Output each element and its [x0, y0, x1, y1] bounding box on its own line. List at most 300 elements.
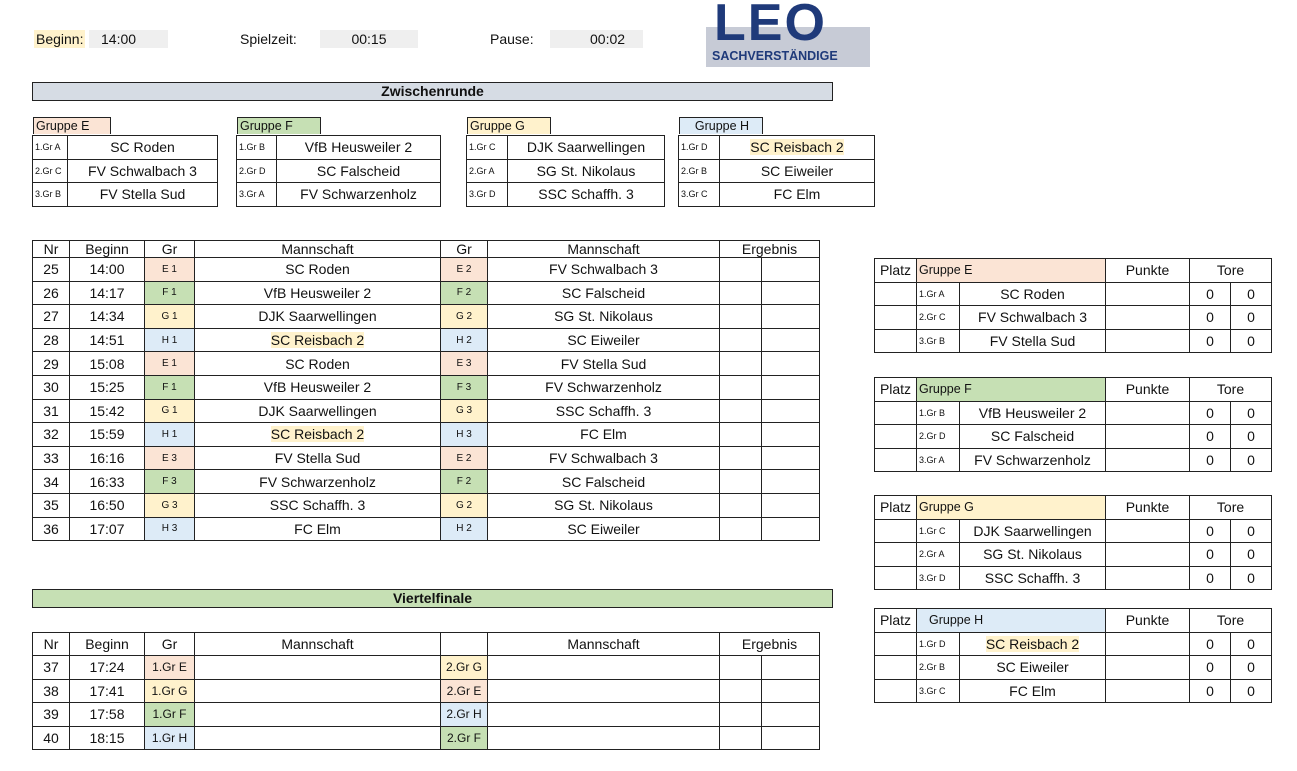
score-away[interactable]	[762, 258, 820, 282]
team-away: SC Eiweiler	[488, 517, 720, 541]
standings-table-e	[874, 258, 1272, 353]
standings-row	[875, 543, 1272, 567]
team-name: DJK Saarwellingen	[508, 136, 665, 160]
standings-row	[875, 656, 1272, 680]
team-home: FC Elm	[195, 517, 441, 541]
standings-group-label	[917, 378, 1106, 402]
platz-cell[interactable]	[875, 329, 917, 353]
logo-mark: LEO	[714, 0, 827, 52]
team-name: FV Stella Sud	[68, 183, 218, 207]
team-away: SG St. Nikolaus	[488, 493, 720, 517]
seed-label: 3.Gr C	[917, 679, 960, 703]
seed-label: 3.Gr A	[917, 448, 960, 472]
goals-against: 0	[1231, 543, 1272, 567]
group-slot: H 1	[145, 328, 195, 352]
team-name	[720, 136, 875, 160]
col-platz: Platz	[875, 259, 917, 283]
group-slot: G 3	[441, 399, 488, 423]
platz-cell[interactable]	[875, 306, 917, 330]
goals-for: 0	[1190, 632, 1231, 656]
beginn-label: Beginn:	[36, 31, 84, 47]
standings-row	[875, 306, 1272, 330]
table-row	[33, 470, 820, 494]
match-schedule-table	[32, 240, 820, 541]
match-time: 17:58	[70, 703, 145, 727]
group-slot: F 3	[441, 375, 488, 399]
col-mannschaft: Mannschaft	[488, 633, 720, 656]
punkte-cell[interactable]	[1106, 329, 1190, 353]
team-home	[195, 328, 441, 352]
group-slot: E 1	[145, 352, 195, 376]
col-ergebnis: Ergebnis	[720, 633, 820, 656]
goals-against: 0	[1231, 566, 1272, 590]
score-home[interactable]	[720, 305, 762, 329]
standings-row	[875, 329, 1272, 353]
team-home[interactable]	[195, 726, 441, 750]
pause-label: Pause:	[490, 31, 534, 47]
table-row	[33, 352, 820, 376]
match-time: 14:51	[70, 328, 145, 352]
punkte-cell[interactable]	[1106, 306, 1190, 330]
punkte-cell[interactable]	[1106, 543, 1190, 567]
group-e-label: Gruppe E	[33, 117, 111, 134]
col-platz: Platz	[875, 496, 917, 520]
platz-cell[interactable]	[875, 425, 917, 449]
standings-row	[875, 425, 1272, 449]
team-home-highlight: SC Reisbach 2	[270, 332, 365, 349]
score-home[interactable]	[720, 656, 762, 680]
col-beginn: Beginn	[70, 633, 145, 656]
group-slot: H 2	[441, 328, 488, 352]
score-away[interactable]	[762, 352, 820, 376]
punkte-cell[interactable]	[1106, 566, 1190, 590]
group-slot: H 3	[441, 423, 488, 447]
group-slot: 2.Gr H	[441, 703, 488, 727]
team-name: DJK Saarwellingen	[960, 519, 1106, 543]
score-home[interactable]	[720, 375, 762, 399]
team-away: FV Schwalbach 3	[488, 258, 720, 282]
goals-for: 0	[1190, 543, 1231, 567]
team-name: SC Falscheid	[960, 425, 1106, 449]
goals-against: 0	[1231, 329, 1272, 353]
goals-for: 0	[1190, 519, 1231, 543]
spielzeit-value[interactable]: 00:15	[320, 30, 418, 48]
score-away[interactable]	[762, 446, 820, 470]
viertelfinale-band: Viertelfinale	[32, 589, 833, 608]
match-time: 14:17	[70, 281, 145, 305]
seed-label: 3.Gr B	[33, 183, 68, 207]
seed-label: 2.Gr B	[917, 656, 960, 680]
group-f-label: Gruppe F	[237, 117, 321, 134]
team-name: FC Elm	[720, 183, 875, 207]
match-nr: 25	[33, 258, 70, 282]
platz-cell[interactable]	[875, 656, 917, 680]
goals-for: 0	[1190, 306, 1231, 330]
score-away[interactable]	[762, 703, 820, 727]
punkte-cell[interactable]	[1106, 401, 1190, 425]
col-platz: Platz	[875, 378, 917, 402]
spielzeit-label: Spielzeit:	[240, 31, 297, 47]
match-nr: 33	[33, 446, 70, 470]
match-time: 16:50	[70, 493, 145, 517]
score-away[interactable]	[762, 679, 820, 703]
col-gr: Gr	[145, 633, 195, 656]
table-row	[33, 399, 820, 423]
score-away[interactable]	[762, 493, 820, 517]
score-away[interactable]	[762, 281, 820, 305]
match-nr: 37	[33, 656, 70, 680]
team-name: SSC Schaffh. 3	[508, 183, 665, 207]
table-row	[33, 375, 820, 399]
group-slot: E 2	[441, 446, 488, 470]
team-name: FV Schwarzenholz	[277, 183, 441, 207]
group-slot: 1.Gr G	[145, 679, 195, 703]
table-row	[33, 517, 820, 541]
team-home: FV Schwarzenholz	[195, 470, 441, 494]
group-slot: 1.Gr F	[145, 703, 195, 727]
standings-group-label	[917, 259, 1106, 283]
standings-row	[875, 401, 1272, 425]
match-time: 14:34	[70, 305, 145, 329]
platz-cell[interactable]	[875, 679, 917, 703]
score-away[interactable]	[762, 399, 820, 423]
group-slot: H 2	[441, 517, 488, 541]
seed-label: 2.Gr C	[917, 306, 960, 330]
col-punkte: Punkte	[1106, 496, 1190, 520]
match-time: 14:00	[70, 258, 145, 282]
team-away: SG St. Nikolaus	[488, 305, 720, 329]
team-name: FV Stella Sud	[960, 329, 1106, 353]
platz-cell[interactable]	[875, 448, 917, 472]
goals-for: 0	[1190, 656, 1231, 680]
group-name: Gruppe E	[919, 263, 973, 278]
group-g-label: Gruppe G	[467, 117, 551, 134]
team-away: FV Schwalbach 3	[488, 446, 720, 470]
punkte-cell[interactable]	[1106, 448, 1190, 472]
standings-row	[875, 566, 1272, 590]
score-home[interactable]	[720, 446, 762, 470]
col-punkte: Punkte	[1106, 609, 1190, 633]
seed-label: 2.Gr C	[33, 159, 68, 183]
team-home: DJK Saarwellingen	[195, 305, 441, 329]
seed-label: 2.Gr B	[679, 159, 720, 183]
goals-against: 0	[1231, 282, 1272, 306]
score-home[interactable]	[720, 258, 762, 282]
seed-label: 2.Gr D	[237, 159, 277, 183]
group-slot: E 3	[441, 352, 488, 376]
col-mannschaft: Mannschaft	[488, 241, 720, 258]
team-name: SC Roden	[68, 136, 218, 160]
team-home[interactable]	[195, 703, 441, 727]
platz-cell[interactable]	[875, 632, 917, 656]
goals-against: 0	[1231, 425, 1272, 449]
goals-for: 0	[1190, 401, 1231, 425]
table-row	[33, 679, 820, 703]
team-name: SG St. Nikolaus	[508, 159, 665, 183]
team-away[interactable]	[488, 726, 720, 750]
match-time: 15:59	[70, 423, 145, 447]
seed-label: 1.Gr B	[917, 401, 960, 425]
team-home[interactable]	[195, 656, 441, 680]
table-row	[33, 423, 820, 447]
goals-for: 0	[1190, 425, 1231, 449]
team-name: SC Roden	[960, 282, 1106, 306]
team-name: SC Eiweiler	[720, 159, 875, 183]
score-home[interactable]	[720, 493, 762, 517]
match-nr: 27	[33, 305, 70, 329]
seed-label: 3.Gr D	[467, 183, 508, 207]
match-nr: 35	[33, 493, 70, 517]
group-slot: 1.Gr H	[145, 726, 195, 750]
team-home: DJK Saarwellingen	[195, 399, 441, 423]
team-name: FV Schwalbach 3	[68, 159, 218, 183]
seed-label: 3.Gr D	[917, 566, 960, 590]
standings-group-label	[917, 496, 1106, 520]
team-name-highlight: SC Reisbach 2	[750, 139, 844, 156]
standings-table-f	[874, 377, 1272, 472]
group-slot: F 2	[441, 470, 488, 494]
match-time: 16:33	[70, 470, 145, 494]
score-home[interactable]	[720, 726, 762, 750]
standings-row	[875, 632, 1272, 656]
score-home[interactable]	[720, 517, 762, 541]
beginn-value[interactable]: 14:00	[89, 30, 168, 48]
team-home: SC Roden	[195, 258, 441, 282]
punkte-cell[interactable]	[1106, 425, 1190, 449]
team-home: VfB Heusweiler 2	[195, 281, 441, 305]
zwischenrunde-band: Zwischenrunde	[32, 82, 833, 101]
goals-against: 0	[1231, 306, 1272, 330]
match-nr: 40	[33, 726, 70, 750]
goals-for: 0	[1190, 329, 1231, 353]
punkte-cell[interactable]	[1106, 519, 1190, 543]
col-punkte: Punkte	[1106, 378, 1190, 402]
team-away: SC Falscheid	[488, 281, 720, 305]
group-slot: F 2	[441, 281, 488, 305]
group-slot: H 3	[145, 517, 195, 541]
team-name-highlight: SC Reisbach 2	[985, 635, 1080, 652]
col-punkte: Punkte	[1106, 259, 1190, 283]
score-away[interactable]	[762, 305, 820, 329]
group-slot: 2.Gr F	[441, 726, 488, 750]
seed-label: 2.Gr D	[917, 425, 960, 449]
punkte-cell[interactable]	[1106, 656, 1190, 680]
col-tore: Tore	[1190, 378, 1272, 402]
match-time: 17:07	[70, 517, 145, 541]
group-h-table	[678, 135, 875, 207]
col-nr: Nr	[33, 633, 70, 656]
team-away: FV Stella Sud	[488, 352, 720, 376]
score-home[interactable]	[720, 703, 762, 727]
group-slot: G 1	[145, 305, 195, 329]
match-nr: 31	[33, 399, 70, 423]
quarterfinal-table	[32, 632, 820, 750]
seed-label: 1.Gr A	[33, 136, 68, 160]
table-row	[33, 656, 820, 680]
goals-for: 0	[1190, 566, 1231, 590]
team-home: SC Roden	[195, 352, 441, 376]
group-slot: F 1	[145, 281, 195, 305]
seed-label: 1.Gr B	[237, 136, 277, 160]
seed-label: 2.Gr A	[467, 159, 508, 183]
match-nr: 28	[33, 328, 70, 352]
table-row	[33, 258, 820, 282]
goals-for: 0	[1190, 448, 1231, 472]
table-row	[33, 446, 820, 470]
match-nr: 36	[33, 517, 70, 541]
group-slot: G 2	[441, 493, 488, 517]
group-slot: E 1	[145, 258, 195, 282]
group-h-label: Gruppe H	[679, 117, 763, 134]
col-tore: Tore	[1190, 609, 1272, 633]
standings-table-g	[874, 495, 1272, 590]
col-mannschaft: Mannschaft	[195, 633, 441, 656]
standings-row	[875, 519, 1272, 543]
group-slot: 2.Gr E	[441, 679, 488, 703]
group-slot: E 2	[441, 258, 488, 282]
score-home[interactable]	[720, 470, 762, 494]
col-gr-blank	[441, 633, 488, 656]
team-name: FC Elm	[960, 679, 1106, 703]
seed-label: 1.Gr D	[917, 632, 960, 656]
match-nr: 34	[33, 470, 70, 494]
standings-row	[875, 448, 1272, 472]
group-slot: G 1	[145, 399, 195, 423]
score-home[interactable]	[720, 328, 762, 352]
team-name: SC Falscheid	[277, 159, 441, 183]
seed-label: 1.Gr C	[917, 519, 960, 543]
score-home[interactable]	[720, 281, 762, 305]
goals-for: 0	[1190, 679, 1231, 703]
logo-subtitle: SACHVERSTÄNDIGE	[712, 49, 838, 63]
table-row	[33, 305, 820, 329]
company-logo	[706, 0, 870, 67]
standings-row	[875, 282, 1272, 306]
score-away[interactable]	[762, 726, 820, 750]
team-away: SC Eiweiler	[488, 328, 720, 352]
group-e-table	[32, 135, 218, 207]
goals-for: 0	[1190, 282, 1231, 306]
standings-row	[875, 679, 1272, 703]
team-home: FV Stella Sud	[195, 446, 441, 470]
team-home	[195, 423, 441, 447]
score-away[interactable]	[762, 470, 820, 494]
match-time: 15:08	[70, 352, 145, 376]
table-row	[33, 328, 820, 352]
col-nr: Nr	[33, 241, 70, 258]
table-row	[33, 726, 820, 750]
seed-label: 1.Gr A	[917, 282, 960, 306]
team-away: SC Falscheid	[488, 470, 720, 494]
team-name: FV Schwarzenholz	[960, 448, 1106, 472]
score-away[interactable]	[762, 656, 820, 680]
col-gr: Gr	[441, 241, 488, 258]
score-home[interactable]	[720, 423, 762, 447]
group-name: Gruppe G	[919, 500, 974, 515]
team-away: SSC Schaffh. 3	[488, 399, 720, 423]
col-beginn: Beginn	[70, 241, 145, 258]
standings-table-h	[874, 608, 1272, 703]
score-home[interactable]	[720, 399, 762, 423]
score-home[interactable]	[720, 679, 762, 703]
group-slot: F 3	[145, 470, 195, 494]
match-nr: 32	[33, 423, 70, 447]
goals-against: 0	[1231, 519, 1272, 543]
score-away[interactable]	[762, 328, 820, 352]
match-nr: 38	[33, 679, 70, 703]
match-time: 17:24	[70, 656, 145, 680]
platz-cell[interactable]	[875, 519, 917, 543]
seed-label: 3.Gr B	[917, 329, 960, 353]
team-home-highlight: SC Reisbach 2	[270, 426, 365, 443]
col-ergebnis: Ergebnis	[720, 241, 820, 258]
goals-against: 0	[1231, 401, 1272, 425]
team-away[interactable]	[488, 656, 720, 680]
col-tore: Tore	[1190, 259, 1272, 283]
match-nr: 26	[33, 281, 70, 305]
team-name: SC Eiweiler	[960, 656, 1106, 680]
goals-against: 0	[1231, 656, 1272, 680]
team-away: FC Elm	[488, 423, 720, 447]
group-slot: 1.Gr E	[145, 656, 195, 680]
seed-label: 1.Gr D	[679, 136, 720, 160]
team-away: FV Schwarzenholz	[488, 375, 720, 399]
table-row	[33, 281, 820, 305]
score-away[interactable]	[762, 375, 820, 399]
match-nr: 30	[33, 375, 70, 399]
group-slot: E 3	[145, 446, 195, 470]
goals-against: 0	[1231, 448, 1272, 472]
seed-label: 2.Gr A	[917, 543, 960, 567]
platz-cell[interactable]	[875, 543, 917, 567]
seed-label: 3.Gr C	[679, 183, 720, 207]
goals-against: 0	[1231, 679, 1272, 703]
group-slot: H 1	[145, 423, 195, 447]
match-time: 16:16	[70, 446, 145, 470]
col-gr: Gr	[145, 241, 195, 258]
match-time: 17:41	[70, 679, 145, 703]
table-row	[33, 703, 820, 727]
team-away[interactable]	[488, 703, 720, 727]
score-away[interactable]	[762, 423, 820, 447]
group-slot: 2.Gr G	[441, 656, 488, 680]
platz-cell[interactable]	[875, 401, 917, 425]
team-away[interactable]	[488, 679, 720, 703]
match-time: 15:42	[70, 399, 145, 423]
team-home[interactable]	[195, 679, 441, 703]
match-nr: 39	[33, 703, 70, 727]
match-nr: 29	[33, 352, 70, 376]
team-name: FV Schwalbach 3	[960, 306, 1106, 330]
team-name: VfB Heusweiler 2	[960, 401, 1106, 425]
score-away[interactable]	[762, 517, 820, 541]
group-slot: G 2	[441, 305, 488, 329]
punkte-cell[interactable]	[1106, 632, 1190, 656]
platz-cell[interactable]	[875, 566, 917, 590]
team-home: SSC Schaffh. 3	[195, 493, 441, 517]
col-tore: Tore	[1190, 496, 1272, 520]
score-home[interactable]	[720, 352, 762, 376]
col-mannschaft: Mannschaft	[195, 241, 441, 258]
col-platz: Platz	[875, 609, 917, 633]
platz-cell[interactable]	[875, 282, 917, 306]
team-name: SSC Schaffh. 3	[960, 566, 1106, 590]
punkte-cell[interactable]	[1106, 679, 1190, 703]
seed-label: 1.Gr C	[467, 136, 508, 160]
match-time: 15:25	[70, 375, 145, 399]
pause-value[interactable]: 00:02	[550, 30, 643, 48]
punkte-cell[interactable]	[1106, 282, 1190, 306]
